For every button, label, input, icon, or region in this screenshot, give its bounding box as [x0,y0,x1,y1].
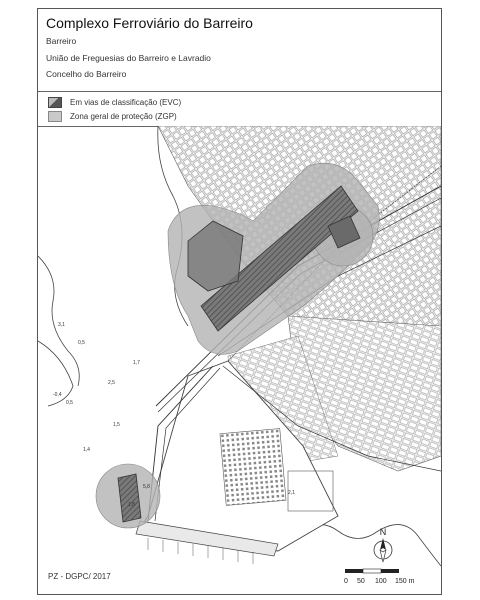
map-header [38,9,441,91]
zgp-grey-swatch [48,111,62,122]
spot-label: 2,5 [108,380,115,386]
legend-item-zgp [48,110,177,122]
map-canvas[interactable] [38,126,441,594]
spot-label: 1,7 [133,360,140,366]
parish: União de Freguesias do Barreiro e Lavradio [46,53,211,63]
municipality: Concelho do Barreiro [46,69,127,79]
scale-tick: 100 [375,578,387,585]
spot-label: 1,5 [113,422,120,428]
scale-tick: 50 [357,578,365,585]
spot-label: 5,8 [143,484,150,490]
spot-label: 3,1 [58,322,65,328]
spot-label: 2,1 [288,490,295,496]
legend-label-evc: Em vias de classificação (EVC) [70,97,182,107]
spot-label: 1,8 [128,502,135,508]
locality: Barreiro [46,36,77,46]
spot-label: 0,5 [78,340,85,346]
spot-label: 1,4 [83,447,90,453]
legend-item-evc [48,96,181,108]
north-arrow-icon [368,526,398,564]
map-sheet [37,8,442,595]
spot-label: -0,4 [53,392,62,398]
scale-bar [343,567,433,587]
map-legend [38,91,441,126]
spot-label: 0,5 [66,400,73,406]
scale-tick: 150 m [395,578,415,585]
legend-label-zgp: Zona geral de proteção (ZGP) [70,111,177,121]
map-drawing [38,126,441,594]
north-label: N [379,527,387,537]
map-credit: PZ - DGPC/ 2017 [48,572,111,581]
evc-hatch-swatch [48,97,62,108]
map-title: Complexo Ferroviário do Barreiro [46,15,253,31]
scale-tick: 0 [344,578,348,585]
